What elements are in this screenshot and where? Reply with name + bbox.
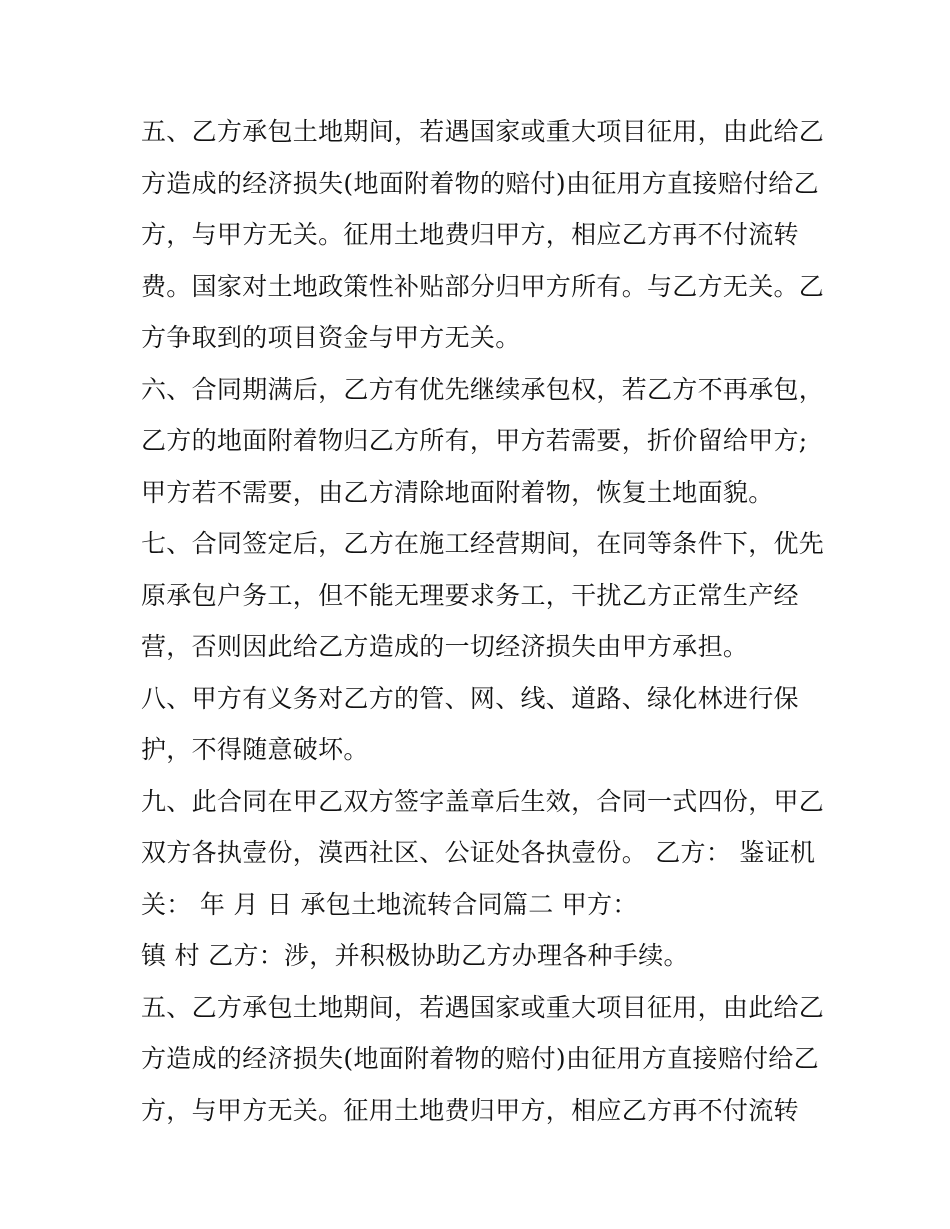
text-line: 营，否则因此给乙方造成的一切经济损失由甲方承担。 [141, 632, 749, 661]
text-line: 八、甲方有义务对乙方的管、网、线、道路、绿化林进行保 [141, 683, 799, 713]
text-line: 镇 村 乙方：涉，并积极协助乙方办理各种手续。 [141, 941, 689, 970]
text-line: 双方各执壹份，漠西社区、公证处各执壹份。 乙方： 鉴证机 [141, 838, 816, 867]
text-line: 护，不得随意破坏。 [141, 735, 369, 764]
text-line: 七、合同签定后，乙方在施工经营期间，在同等条件下，优先 [141, 529, 825, 558]
text-line: 五、乙方承包土地期间，若遇国家或重大项目征用，由此给乙 [141, 992, 825, 1022]
text-line: 方，与甲方无关。征用土地费归甲方，相应乙方再不付流转 [141, 1095, 799, 1125]
text-line: 方造成的经济损失(地面附着物的赔付)由征用方直接赔付给乙 [141, 1044, 819, 1073]
document-body [141, 106, 825, 1136]
text-line: 关： 年 月 日 承包土地流转合同篇二 甲方： [141, 889, 638, 919]
text-line: 原承包户务工，但不能无理要求务工，干扰乙方正常生产经 [141, 580, 799, 610]
text-line: 六、合同期满后，乙方有优先继续承包权，若乙方不再承包， [141, 374, 825, 404]
text-line: 方造成的经济损失(地面附着物的赔付)由征用方直接赔付给乙 [141, 168, 819, 198]
text-line: 费。国家对土地政策性补贴部分归甲方所有。与乙方无关。乙 [141, 271, 825, 301]
text-line: 乙方的地面附着物归乙方所有，甲方若需要，折价留给甲方; [141, 426, 808, 455]
text-line: 五、乙方承包土地期间，若遇国家或重大项目征用，由此给乙 [141, 117, 825, 146]
text-line: 方，与甲方无关。征用土地费归甲方，相应乙方再不付流转 [141, 220, 799, 249]
text-line: 九、此合同在甲乙双方签字盖章后生效，合同一式四份，甲乙 [141, 786, 825, 816]
text-line: 方争取到的项目资金与甲方无关。 [141, 323, 521, 352]
text-line: 甲方若不需要，由乙方清除地面附着物，恢复土地面貌。 [141, 477, 774, 507]
